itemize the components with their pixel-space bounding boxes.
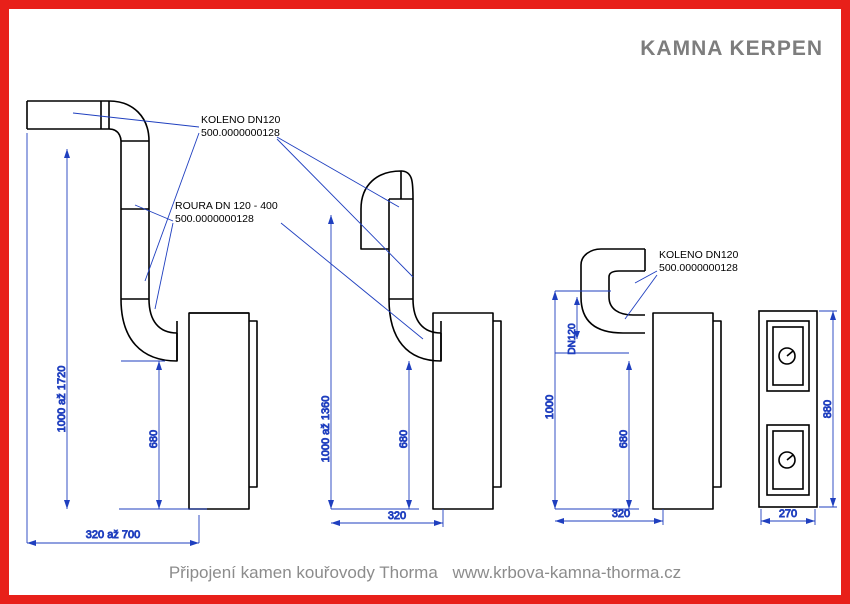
view-1-geometry	[27, 101, 257, 509]
annotation-roura-line2: 500.0000000128	[175, 213, 254, 225]
dim-view2-vertical-total: 1000 až 1360	[320, 395, 332, 463]
dim-view3-pipe-label: DN120	[567, 323, 578, 355]
dim-view4-horizontal: 270	[778, 508, 798, 520]
footer-website: www.krbova-kamna-thorma.cz	[452, 563, 682, 582]
annotation-koleno-right-line2: 500.0000000128	[659, 262, 738, 274]
page-title: KAMNA KERPEN	[640, 37, 823, 60]
annotation-koleno-left-line1: KOLENO DN120	[201, 114, 281, 126]
view-3-geometry	[581, 249, 721, 509]
leader-lines	[73, 113, 657, 339]
dim-view2-stove-height: 680	[398, 429, 410, 449]
footer	[9, 563, 841, 583]
annotation-koleno-left-line2: 500.0000000128	[201, 127, 280, 139]
dim-view1-stove-height: 680	[148, 429, 160, 449]
technical-drawing	[9, 9, 841, 595]
view-2-dimensions	[320, 215, 443, 527]
dim-view3-vertical-total: 1000	[544, 394, 556, 420]
dim-view2-horizontal: 320	[387, 510, 407, 522]
dim-view4-vertical-total: 880	[822, 399, 834, 419]
view-2-geometry	[361, 171, 501, 509]
footer-caption: Připojení kamen kouřovody Thorma	[168, 563, 438, 582]
dim-view1-horizontal: 320 až 700	[85, 529, 141, 541]
annotation-labels	[175, 114, 739, 274]
dim-view1-vertical-total: 1000 až 1720	[56, 365, 68, 433]
annotation-koleno-right-line1: KOLENO DN120	[659, 249, 739, 261]
view-3-dimensions	[544, 291, 663, 525]
dim-view3-stove-height: 680	[618, 429, 630, 449]
view-1-dimensions	[27, 133, 207, 546]
annotation-roura-line1: ROURA DN 120 - 400	[175, 200, 278, 212]
view-4-geometry	[759, 311, 817, 507]
dim-view3-horizontal: 320	[611, 508, 631, 520]
